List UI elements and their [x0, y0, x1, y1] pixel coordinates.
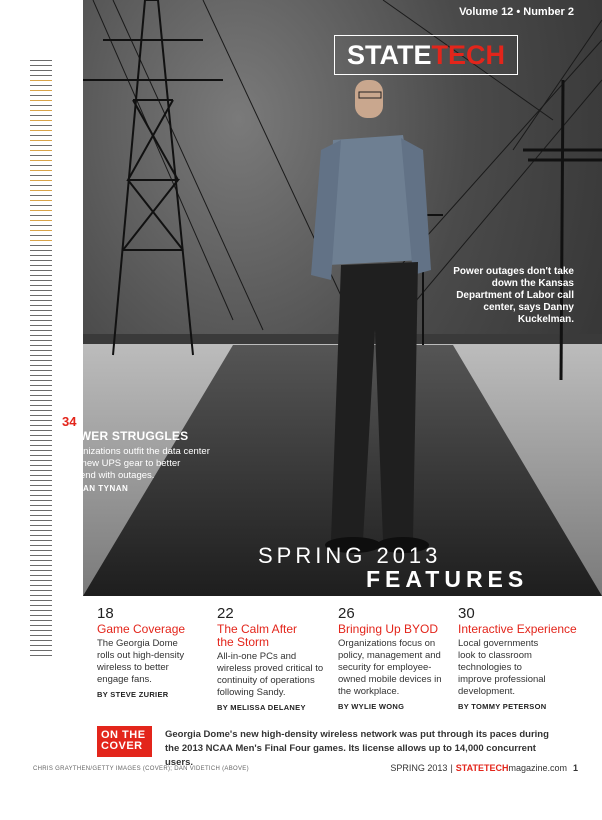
- margin-line: [30, 535, 52, 536]
- article-item[interactable]: [217, 605, 329, 712]
- margin-line: [30, 300, 52, 301]
- footer-domain[interactable]: magazine.com: [508, 763, 567, 773]
- margin-line: [30, 445, 52, 446]
- badge-line-2: COVER: [101, 740, 143, 752]
- margin-line: [30, 485, 52, 486]
- margin-line: [30, 115, 52, 116]
- margin-line: [30, 490, 52, 491]
- margin-decoration: [30, 60, 52, 660]
- margin-line: [30, 260, 52, 261]
- margin-line: [30, 370, 52, 371]
- margin-line: [30, 270, 52, 271]
- margin-line: [30, 75, 52, 76]
- margin-line: [30, 430, 52, 431]
- margin-line: [30, 120, 52, 121]
- margin-line: [30, 265, 52, 266]
- margin-line: [30, 150, 52, 151]
- margin-line: [30, 175, 52, 176]
- margin-line: [30, 235, 52, 236]
- margin-line: [30, 375, 52, 376]
- article-page-number: 22: [217, 605, 234, 622]
- margin-line: [30, 350, 52, 351]
- margin-line: [30, 95, 52, 96]
- margin-line: [30, 600, 52, 601]
- margin-line: [30, 100, 52, 101]
- margin-line: [30, 565, 52, 566]
- article-byline: BY MELISSA DELANEY: [217, 703, 306, 712]
- margin-line: [30, 205, 52, 206]
- article-item[interactable]: [458, 605, 578, 711]
- feature-power-struggles[interactable]: [62, 414, 212, 493]
- margin-line: [30, 325, 52, 326]
- margin-line: [30, 450, 52, 451]
- margin-line: [30, 355, 52, 356]
- margin-line: [30, 130, 52, 131]
- margin-line: [30, 330, 52, 331]
- margin-line: [30, 515, 52, 516]
- margin-line: [30, 550, 52, 551]
- margin-line: [30, 225, 52, 226]
- margin-line: [30, 525, 52, 526]
- margin-line: [30, 590, 52, 591]
- margin-line: [30, 575, 52, 576]
- margin-line: [30, 420, 52, 421]
- margin-line: [30, 640, 52, 641]
- footer-season: SPRING 2013: [390, 763, 448, 773]
- margin-line: [30, 110, 52, 111]
- article-title: Bringing Up BYOD: [338, 622, 439, 636]
- margin-line: [30, 400, 52, 401]
- margin-line: [30, 580, 52, 581]
- margin-line: [30, 215, 52, 216]
- margin-line: [30, 160, 52, 161]
- margin-line: [30, 495, 52, 496]
- margin-line: [30, 245, 52, 246]
- margin-line: [30, 410, 52, 411]
- margin-line: [30, 165, 52, 166]
- margin-line: [30, 505, 52, 506]
- margin-line: [30, 295, 52, 296]
- margin-line: [30, 345, 52, 346]
- margin-line: [30, 605, 52, 606]
- margin-line: [30, 335, 52, 336]
- feature-byline: BY DAN TYNAN: [62, 484, 129, 493]
- margin-line: [30, 630, 52, 631]
- on-the-cover-badge: [97, 726, 152, 757]
- article-byline: BY WYLIE WONG: [338, 702, 405, 711]
- margin-line: [30, 105, 52, 106]
- on-the-cover-text: Georgia Dome's new high-density wireless network was put through its paces during the 2013 NCAA Men's Final Four games. Its license allows up to 14,000 concurrent users.: [165, 729, 549, 768]
- margin-line: [30, 290, 52, 291]
- margin-line: [30, 240, 52, 241]
- margin-line: [30, 555, 52, 556]
- margin-line: [30, 255, 52, 256]
- margin-line: [30, 210, 52, 211]
- margin-line: [30, 655, 52, 656]
- margin-line: [30, 340, 52, 341]
- margin-line: [30, 305, 52, 306]
- margin-line: [30, 465, 52, 466]
- cover-caption: Power outages don't take down the Kansas Department of Labor call center, says Danny Kuckelman.: [453, 266, 574, 325]
- margin-line: [30, 520, 52, 521]
- margin-line: [30, 475, 52, 476]
- margin-line: [30, 615, 52, 616]
- season-heading: SPRING 2013: [258, 543, 442, 568]
- article-description: Organizations focus on policy, management and security for employee-owned mobile devices in the workplace.: [338, 638, 442, 697]
- article-title: Interactive Experience: [458, 622, 577, 636]
- article-page-number: 18: [97, 605, 114, 622]
- margin-line: [30, 395, 52, 396]
- margin-line: [30, 60, 52, 61]
- article-title: The Calm After the Storm: [217, 622, 298, 649]
- margin-line: [30, 200, 52, 201]
- footer-separator: |: [450, 763, 453, 773]
- margin-line: [30, 610, 52, 611]
- margin-line: [30, 540, 52, 541]
- margin-line: [30, 405, 52, 406]
- margin-line: [30, 275, 52, 276]
- footer-brand[interactable]: STATETECH: [455, 763, 509, 773]
- margin-line: [30, 125, 52, 126]
- masthead-logo: [334, 35, 518, 75]
- margin-line: [30, 455, 52, 456]
- margin-line: [30, 460, 52, 461]
- margin-line: [30, 620, 52, 621]
- margin-line: [30, 185, 52, 186]
- margin-line: [30, 645, 52, 646]
- article-description: The Georgia Dome rolls out high-density wireless to better engage fans.: [97, 638, 185, 685]
- margin-line: [30, 500, 52, 501]
- margin-line: [30, 560, 52, 561]
- margin-line: [30, 570, 52, 571]
- margin-line: [30, 230, 52, 231]
- margin-line: [30, 635, 52, 636]
- margin-line: [30, 85, 52, 86]
- margin-line: [30, 80, 52, 81]
- margin-line: [30, 480, 52, 481]
- margin-line: [30, 380, 52, 381]
- section-heading: FEATURES: [366, 566, 529, 592]
- margin-line: [30, 140, 52, 141]
- margin-line: [30, 70, 52, 71]
- margin-line: [30, 135, 52, 136]
- article-description: Local governments look to classroom technologies to improve professional development.: [458, 638, 546, 697]
- margin-line: [30, 425, 52, 426]
- photo-credit: CHRIS GRAYTHEN/GETTY IMAGES (COVER); DAN VIDETICH (ABOVE): [33, 766, 249, 772]
- margin-line: [30, 65, 52, 66]
- article-byline: BY TOMMY PETERSON: [458, 702, 547, 711]
- margin-line: [30, 435, 52, 436]
- margin-line: [30, 530, 52, 531]
- article-item[interactable]: [97, 605, 197, 699]
- masthead-state: STATE: [347, 40, 432, 70]
- article-byline: BY STEVE ZURIER: [97, 690, 169, 699]
- margin-line: [30, 280, 52, 281]
- margin-line: [30, 220, 52, 221]
- margin-line: [30, 155, 52, 156]
- article-description: All-in-one PCs and wireless proved critical to continuity of operations following Sandy.: [217, 651, 324, 698]
- article-title: Game Coverage: [97, 622, 186, 636]
- margin-line: [30, 650, 52, 651]
- margin-line: [30, 510, 52, 511]
- margin-line: [30, 365, 52, 366]
- feature-page-number: 34: [62, 414, 77, 429]
- margin-line: [30, 310, 52, 311]
- page-number: 1: [572, 763, 578, 773]
- feature-title: POWER STRUGGLES: [62, 429, 189, 443]
- margin-line: [30, 180, 52, 181]
- margin-line: [30, 415, 52, 416]
- margin-line: [30, 315, 52, 316]
- margin-line: [30, 390, 52, 391]
- margin-line: [30, 625, 52, 626]
- margin-line: [30, 90, 52, 91]
- margin-line: [30, 170, 52, 171]
- margin-line: [30, 195, 52, 196]
- margin-line: [30, 250, 52, 251]
- margin-line: [30, 470, 52, 471]
- feature-description: Organizations outfit the data center with new UPS gear to better contend with outages.: [62, 446, 210, 481]
- margin-line: [30, 145, 52, 146]
- article-item[interactable]: [338, 605, 446, 711]
- margin-line: [30, 190, 52, 191]
- page-footer: [390, 763, 578, 773]
- article-page-number: 30: [458, 605, 475, 622]
- margin-line: [30, 285, 52, 286]
- margin-line: [30, 360, 52, 361]
- margin-line: [30, 385, 52, 386]
- margin-line: [30, 320, 52, 321]
- article-page-number: 26: [338, 605, 355, 622]
- margin-line: [30, 595, 52, 596]
- margin-line: [30, 440, 52, 441]
- issue-number: Volume 12 • Number 2: [459, 6, 574, 18]
- margin-line: [30, 545, 52, 546]
- margin-line: [30, 585, 52, 586]
- badge-line-1: ON THE: [101, 729, 146, 741]
- masthead-tech: TECH: [431, 40, 505, 70]
